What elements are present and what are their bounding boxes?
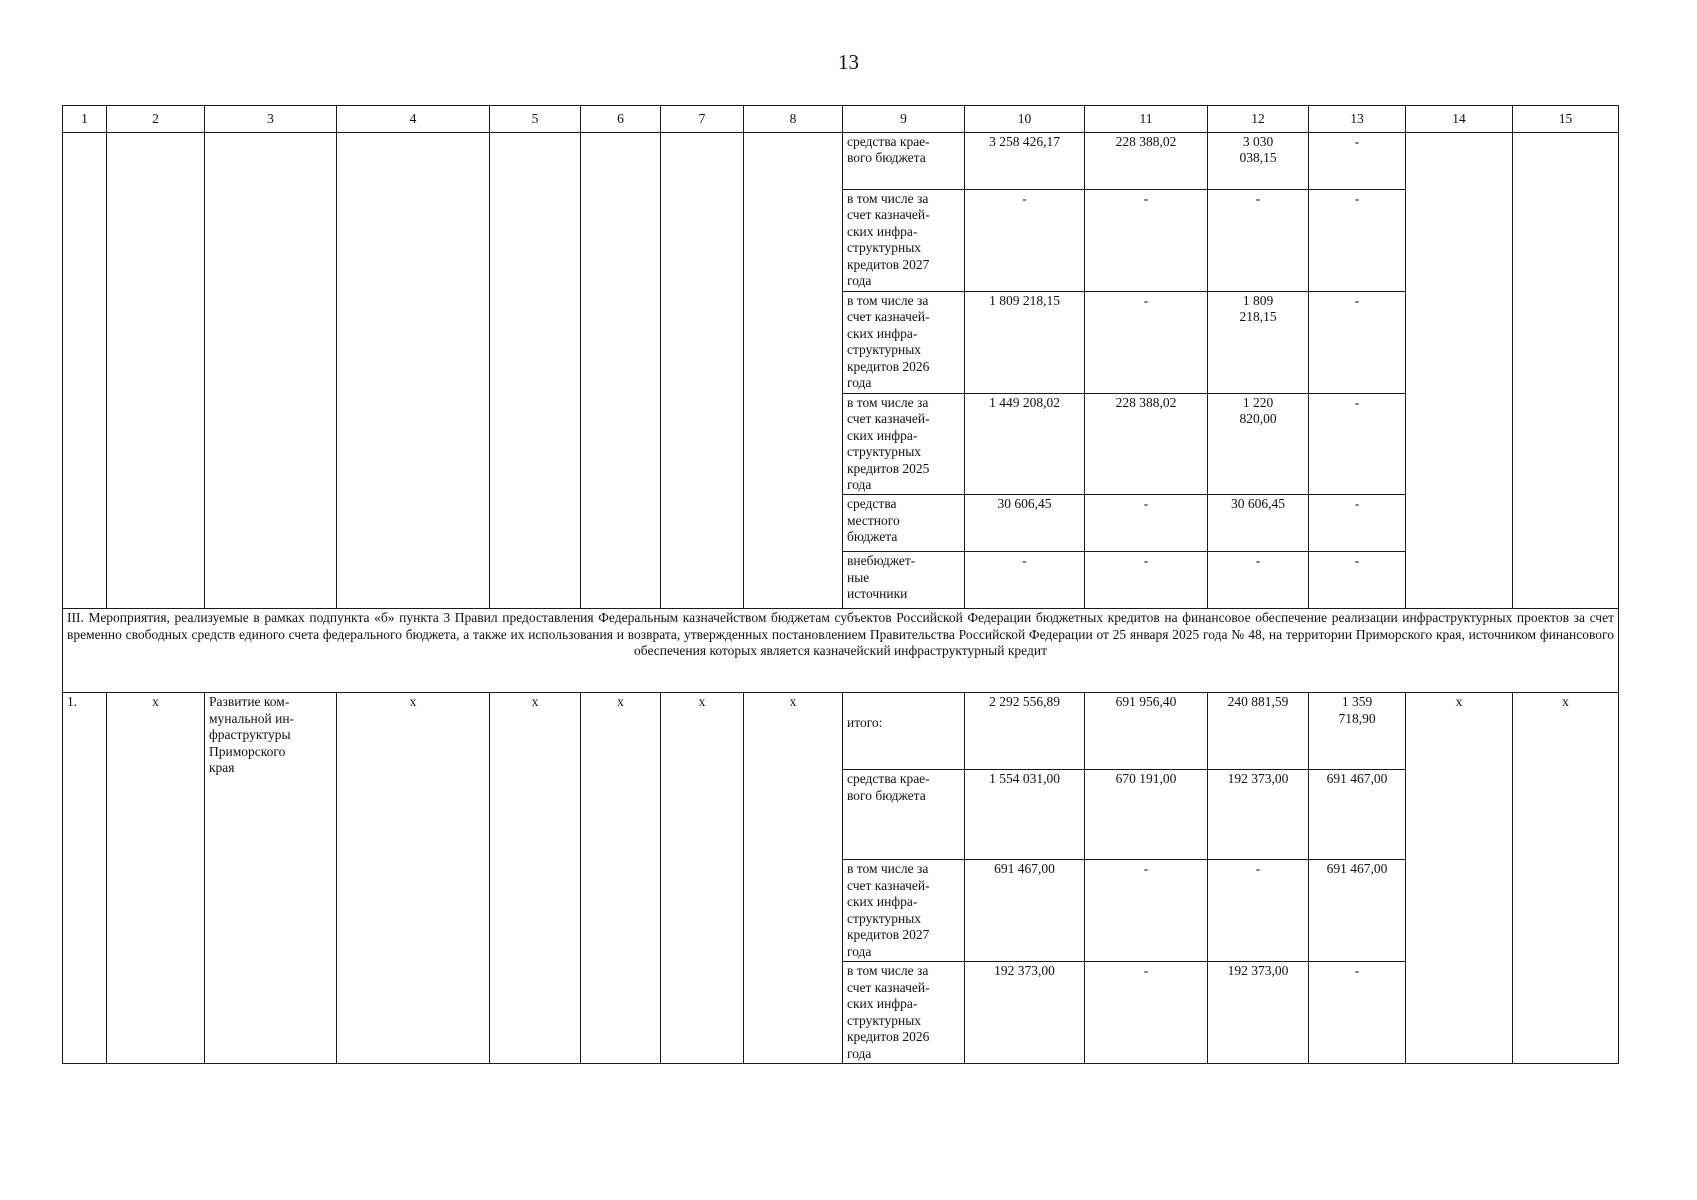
column-number: 2 [107,106,205,133]
item-col-2: x [107,693,205,1064]
value-cell-13: - [1309,393,1406,495]
item-col-4: x [337,693,490,1064]
value-cell-10: 30 606,45 [965,495,1085,552]
column-number: 7 [661,106,744,133]
section-heading: III. Мероприятия, реализуемые в рамках подпункта «б» пункта 3 Правил предоставления Федеральным казначейством бюджетам субъектов Российской Федерации бюджетных кредитов на финансовое обеспечение реализации инфраструктурных проектов за счет временно свободных средств единого счета федерального бюджета, а также их использования и возврата, утвержденных постановлением Правительства Российской Федерации от 25 января 2025 года № 48, на территории Приморского края, источником финансового обеспечения которых является казначейский инфраструктурный кредит [63,609,1619,693]
value-cell-10: 1 809 218,15 [965,291,1085,393]
column-number: 12 [1208,106,1309,133]
empty-cell-col-7 [661,133,744,609]
value-cell-10: 192 373,00 [965,962,1085,1064]
value-cell-11: - [1085,291,1208,393]
value-cell-11: 691 956,40 [1085,693,1208,770]
table-row [63,133,1619,190]
empty-cell-col-3 [205,133,337,609]
value-cell-11: 228 388,02 [1085,133,1208,190]
column-number: 11 [1085,106,1208,133]
empty-cell-col-8 [744,133,843,609]
item-col-6: x [581,693,661,1064]
column-number: 13 [1309,106,1406,133]
value-cell-11: - [1085,552,1208,609]
value-cell-12: 192 373,00 [1208,770,1309,860]
empty-cell-col-15 [1513,133,1619,609]
value-cell-11: - [1085,190,1208,292]
value-cell-12: 240 881,59 [1208,693,1309,770]
column-number: 5 [490,106,581,133]
empty-cell-col-2 [107,133,205,609]
value-cell-12: - [1208,552,1309,609]
budget-table [62,105,1619,1064]
funding-source-label: средства местного бюджета [843,495,965,552]
value-cell-12: 192 373,00 [1208,962,1309,1064]
item-number: 1. [63,693,107,1064]
funding-source-label: средства крае- вого бюджета [843,770,965,860]
column-number-row [63,106,1619,133]
value-cell-13: - [1309,495,1406,552]
item-col-15: x [1513,693,1619,1064]
empty-cell-col-4 [337,133,490,609]
value-cell-13: - [1309,962,1406,1064]
column-number: 6 [581,106,661,133]
empty-cell-col-1 [63,133,107,609]
column-number: 15 [1513,106,1619,133]
value-cell-12: 3 030 038,15 [1208,133,1309,190]
empty-cell-col-5 [490,133,581,609]
column-number: 14 [1406,106,1513,133]
funding-source-label: средства крае- вого бюджета [843,133,965,190]
value-cell-10: 2 292 556,89 [965,693,1085,770]
funding-source-label: в том числе за счет казначей- ских инфра- структурных кредитов 2027 года [843,860,965,962]
value-cell-10: 691 467,00 [965,860,1085,962]
column-number: 9 [843,106,965,133]
value-cell-13: - [1309,291,1406,393]
value-cell-10: - [965,190,1085,292]
value-cell-12: 30 606,45 [1208,495,1309,552]
funding-source-label: итого: [843,693,965,770]
page-number: 13 [838,50,859,74]
value-cell-11: - [1085,962,1208,1064]
value-cell-10: 1 449 208,02 [965,393,1085,495]
funding-source-label: в том числе за счет казначей- ских инфра- структурных кредитов 2026 года [843,962,965,1064]
value-cell-13: 1 359 718,90 [1309,693,1406,770]
value-cell-13: - [1309,133,1406,190]
funding-source-label: в том числе за счет казначей- ских инфра- структурных кредитов 2027 года [843,190,965,292]
item-col-8: x [744,693,843,1064]
value-cell-13: - [1309,190,1406,292]
funding-source-label: в том числе за счет казначей- ских инфра- структурных кредитов 2026 года [843,291,965,393]
value-cell-11: 670 191,00 [1085,770,1208,860]
column-number: 1 [63,106,107,133]
funding-source-label: в том числе за счет казначей- ских инфра- структурных кредитов 2025 года [843,393,965,495]
section-row [63,609,1619,693]
value-cell-11: - [1085,495,1208,552]
value-cell-13: - [1309,552,1406,609]
column-number: 10 [965,106,1085,133]
value-cell-12: - [1208,190,1309,292]
value-cell-10: - [965,552,1085,609]
column-number: 4 [337,106,490,133]
item-col-5: x [490,693,581,1064]
value-cell-12: - [1208,860,1309,962]
column-number: 8 [744,106,843,133]
item-col-7: x [661,693,744,1064]
value-cell-12: 1 809 218,15 [1208,291,1309,393]
item-title: Развитие ком- мунальной ин- фраструктуры Приморского края [205,693,337,1064]
empty-cell-col-14 [1406,133,1513,609]
value-cell-10: 3 258 426,17 [965,133,1085,190]
value-cell-10: 1 554 031,00 [965,770,1085,860]
column-number: 3 [205,106,337,133]
value-cell-11: 228 388,02 [1085,393,1208,495]
empty-cell-col-6 [581,133,661,609]
value-cell-13: 691 467,00 [1309,860,1406,962]
value-cell-13: 691 467,00 [1309,770,1406,860]
item-col-14: x [1406,693,1513,1064]
table-row [63,693,1619,770]
value-cell-11: - [1085,860,1208,962]
value-cell-12: 1 220 820,00 [1208,393,1309,495]
funding-source-label: внебюджет- ные источники [843,552,965,609]
